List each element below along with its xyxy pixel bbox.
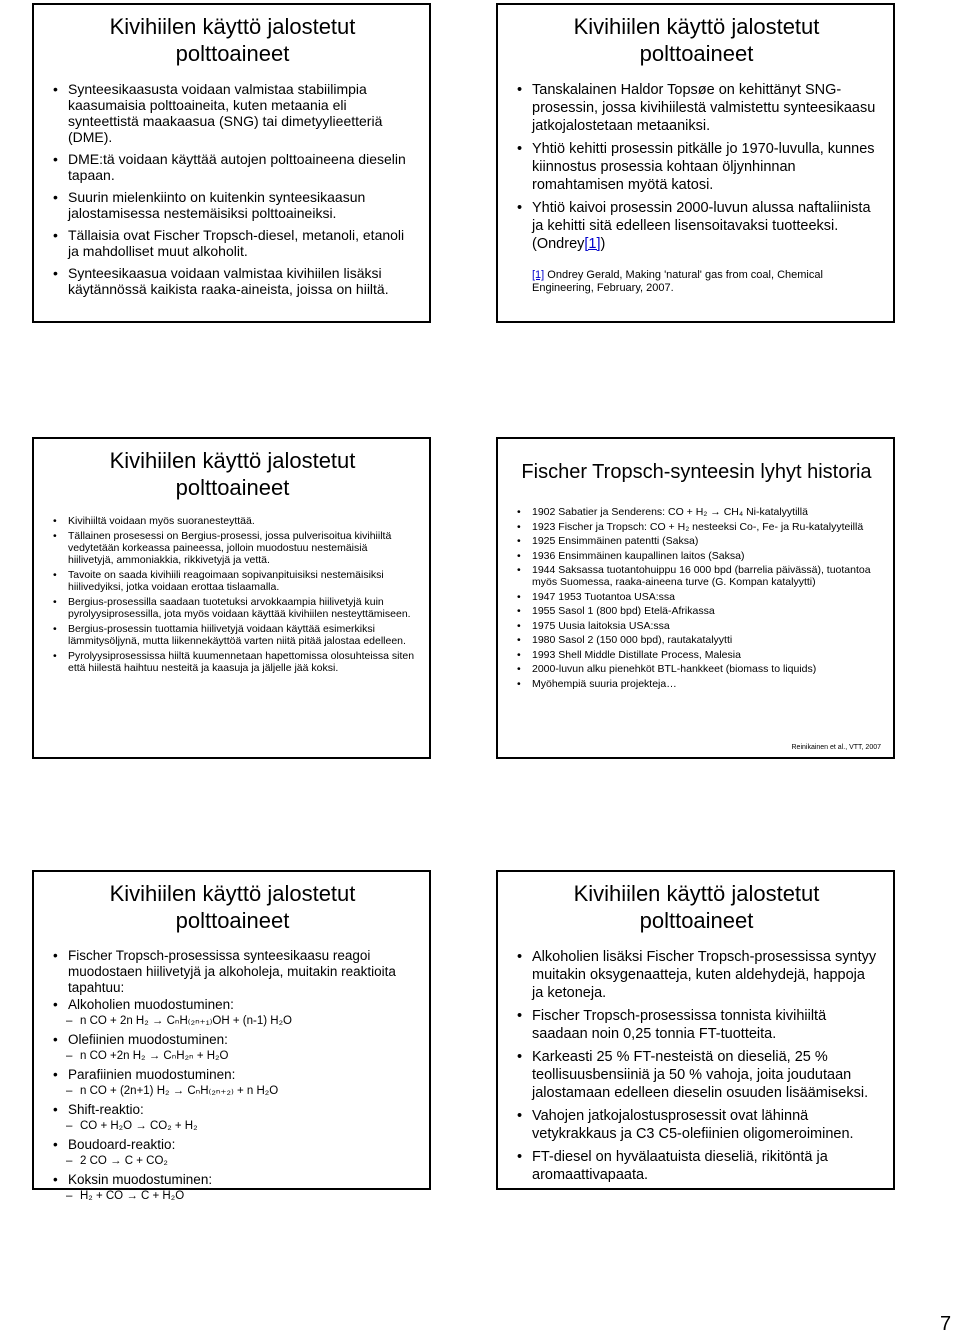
slide-title: Kivihiilen käyttö jalostetut polttoaineet [109, 14, 356, 66]
reference-text: Ondrey Gerald, Making 'natural' gas from coal, Chemical Engineering, February, 2007. [532, 269, 823, 294]
reaction-equation: – n CO + 2n H₂ → CₙH₍₂ₙ₊₁₎OH + (n-1) H₂O [50, 1014, 415, 1029]
list-item: • Olefiinien muodostuminen: [50, 1032, 415, 1048]
list-item: • Alkoholien lisäksi Fischer Tropsch-prosessissa syntyy muitakin oksygenaatteja, kuten aldehydejä, happoja ja ketoneja. [514, 948, 879, 1002]
list-item: • 1993 Shell Middle Distillate Process, Malesia [514, 649, 879, 661]
list-item: • 2000-luvun alku pienehköt BTL-hankkeet (biomass to liquids) [514, 663, 879, 675]
list-item: • 1944 Saksassa tuotantohuippu 16 000 bpd (barrelia päivässä), tuotantoa myös Suomessa, raaka-aineena turve (G. Kompan katalyytti) [514, 564, 879, 588]
list-item: • Parafiinien muodostuminen: [50, 1067, 415, 1083]
bullet-list [50, 515, 415, 674]
reaction-equation: – n CO + (2n+1) H₂ → CₙH₍₂ₙ₊₂₎ + n H₂O [50, 1084, 415, 1099]
list-item: • 1947 1953 Tuotantoa USA:ssa [514, 591, 879, 603]
list-item: • 1980 Sasol 2 (150 000 bpd), rautakatalyytti [514, 634, 879, 646]
list-item: • Tavoite on saada kivihiili reagoimaan sopivanpituisiksi nestemäisiksi hiilivedyiksi, jotka voidaan erottaa tislaamalla. [50, 569, 415, 593]
list-item: • DME:tä voidaan käyttää autojen polttoaineena dieselin tapaan. [50, 151, 415, 183]
slide-title: Kivihiilen käyttö jalostetut polttoaineet [573, 881, 820, 933]
bullet-list [514, 948, 879, 1184]
list-item: • Tanskalainen Haldor Topsøe on kehittänyt SNG-prosessin, jossa kivihiilestä valmistettu synteesikaasu jatkojalostetaan metaaniksi. [514, 81, 879, 135]
list-item: • Tällaisia ovat Fischer Tropsch-diesel, metanoli, etanoli ja mahdolliset muut alkoholit. [50, 227, 415, 259]
bullet-list [514, 81, 879, 253]
list-item: • 1925 Ensimmäinen patentti (Saksa) [514, 535, 879, 547]
list-item-text: Yhtiö kaivoi prosessin 2000-luvun alussa naftaliinista ja kehitti sitä edelleen lisensoitavaksi tuotteeksi. (Ondrey [532, 200, 871, 252]
slide-3 [32, 437, 431, 759]
list-item: • Bergius-prosessilla saadaan tuotetuksi arvokkaampia hiilivetyjä kuin pyrolyysiprosessilla, jota myös voidaan käyttää kivihiilen nesteyttämiseen. [50, 596, 415, 620]
reference-link[interactable]: [1] [532, 269, 545, 281]
list-item: • Bergius-prosessin tuottamia hiilivetyjä voidaan käyttää esimerkiksi lämmitysöljynä, mutta liikennekäyttöä varten niitä pitää jalostaa edelleen. [50, 623, 415, 647]
list-item: • Shift-reaktio: [50, 1102, 415, 1118]
list-item: • 1975 Uusia laitoksia USA:ssa [514, 620, 879, 632]
list-item: • 1923 Fischer ja Tropsch: CO + H₂ nesteeksi Co-, Fe- ja Ru-katalyyteillä [514, 521, 879, 533]
slide-title: Fischer Tropsch-synteesin lyhyt historia [521, 461, 872, 483]
list-item: • Fischer Tropsch-prosessissa tonnista kivihiiltä saadaan noin 0,25 tonnia FT-tuotteita. [514, 1007, 879, 1043]
history-list [514, 506, 879, 690]
reaction-equation: – n CO +2n H₂ → CₙH₂ₙ + H₂O [50, 1049, 415, 1064]
bullet-list [50, 81, 415, 297]
reaction-list [50, 948, 415, 1204]
page-number: 7 [940, 1313, 952, 1335]
list-item: • Alkoholien muodostuminen: [50, 997, 415, 1013]
reaction-equation: – H₂ + CO → C + H₂O [50, 1189, 415, 1204]
list-item: • Suurin mielenkiinto on kuitenkin synteesikaasun jalostamisessa nestemäisiksi polttoaineiksi. [50, 189, 415, 221]
list-item: • 1902 Sabatier ja Senderens: CO + H₂ → CH₄ Ni-katalyytillä [514, 506, 879, 518]
slide-4 [496, 437, 895, 759]
slide-1 [32, 3, 431, 323]
slide-6 [496, 870, 895, 1190]
list-item: • Koksin muodostuminen: [50, 1172, 415, 1188]
list-item: • 1955 Sasol 1 (800 bpd) Etelä-Afrikassa [514, 605, 879, 617]
slide-2 [496, 3, 895, 323]
reaction-equation: – 2 CO → C + CO₂ [50, 1154, 415, 1169]
reaction-equation: – CO + H₂O → CO₂ + H₂ [50, 1119, 415, 1134]
footnote-link[interactable]: [1] [584, 236, 601, 252]
slide-title: Kivihiilen käyttö jalostetut polttoaineet [109, 881, 356, 933]
slide-title: Kivihiilen käyttö jalostetut polttoaineet [109, 448, 356, 500]
list-item: • Synteesikaasua voidaan valmistaa kivihiilen lisäksi käytännössä kaikista raaka-aineista, joissa on hiiltä. [50, 265, 415, 297]
list-item: • Yhtiö kehitti prosessin pitkälle jo 1970-luvulla, kunnes kiinnostus prosessia kohtaan öljynhinnan romahtamisen myötä katosi. [514, 140, 879, 194]
list-item: • Boudoard-reaktio: [50, 1137, 415, 1153]
list-item: • Synteesikaasusta voidaan valmistaa stabiilimpia kaasumaisia polttoaineita, kuten metaania eli synteettistä maakaasua (SNG) tai dimetyylieetteriä (DME). [50, 81, 415, 145]
list-item: • FT-diesel on hyvälaatuista dieseliä, rikitöntä ja aromaattivapaata. [514, 1148, 879, 1184]
list-item-text-end: ) [600, 236, 606, 252]
list-item: • Pyrolyysiprosessissa hiiltä kuumennetaan hapettomissa olosuhteissa siten että hiilestä haihtuu nesteitä ja kaasuja ja jäljelle jää koksi. [50, 650, 415, 674]
reference-note [514, 269, 879, 295]
list-item: • Kivihiiltä voidaan myös suoranesteyttää. [50, 515, 415, 527]
source-note: Reinikainen et al., VTT, 2007 [791, 744, 881, 751]
list-item: • Myöhempiä suuria projekteja… [514, 678, 879, 690]
list-item: • Karkeasti 25 % FT-nesteistä on dieseliä, 25 % teollisuusbensiiniä ja 50 % vahoja, joita joudutaan jalostamaan edelleen dieselin osuuden lisäämiseksi. [514, 1048, 879, 1102]
list-item: • 1936 Ensimmäinen kaupallinen laitos (Saksa) [514, 550, 879, 562]
list-item: • Fischer Tropsch-prosessissa synteesikaasu reagoi muodostaen hiilivetyjä ja alkoholeja, muitakin reaktioita tapahtuu: [50, 948, 415, 996]
slide-title: Kivihiilen käyttö jalostetut polttoaineet [573, 14, 820, 66]
list-item: • Vahojen jatkojalostusprosessit ovat lähinnä vetykrakkaus ja C3 C5-olefiinien oligomeroiminen. [514, 1107, 879, 1143]
list-item: • Tällainen prosesessi on Bergius-prosessi, jossa pulverisoitua kivihiiltä vedytetään korkeassa paineessa, jolloin muodostuu nestemäisiä hiilivetyjä, ammoniakkia, rikkivetyjä ja vettä. [50, 530, 415, 566]
list-item [514, 199, 879, 253]
slide-5 [32, 870, 431, 1202]
